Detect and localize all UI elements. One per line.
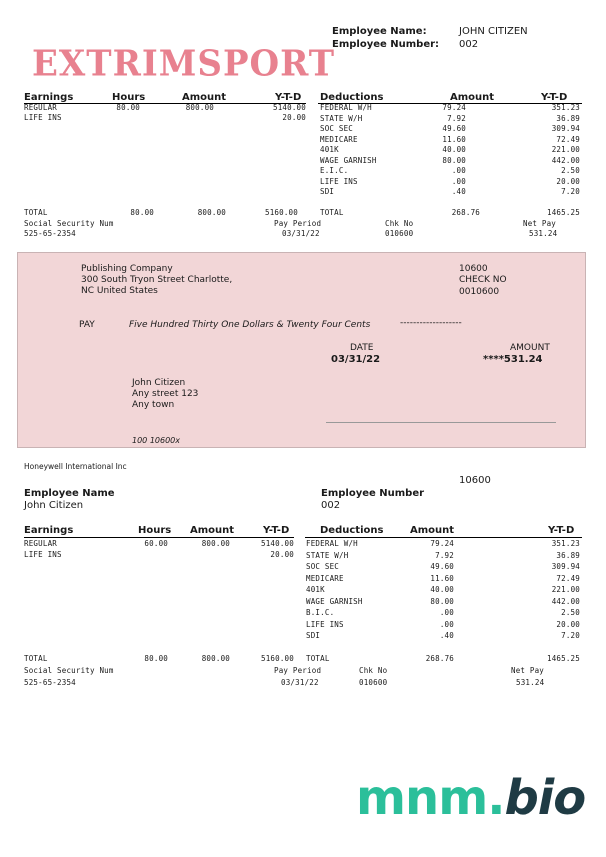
payee-street: Any street 123 — [132, 389, 199, 399]
deduction-ytd: 2.50 — [561, 608, 580, 617]
deduction-ytd: 442.00 — [551, 155, 580, 165]
earning-name: REGULAR — [24, 103, 58, 112]
pay-period-value: 03/31/22 — [282, 229, 320, 238]
pay-amount-words: Five Hundred Thirty One Dollars & Twenty Four Cents — [129, 320, 371, 330]
total-amount: 800.00 — [201, 654, 230, 663]
deduction-ytd: 309.94 — [551, 124, 580, 133]
check-no-label: CHECK NO — [459, 275, 507, 285]
deduction-amount: 49.60 — [430, 562, 454, 571]
ssn-label: Social Security Num — [24, 666, 114, 675]
deduction-amount: .40 — [439, 631, 454, 640]
date-value: 03/31/22 — [331, 354, 381, 365]
earnings-header: Earnings — [24, 92, 74, 103]
deduction-name: SDI — [306, 631, 321, 640]
deduction-name: FEDERAL W/H — [306, 539, 358, 548]
deduction-amount: .00 — [439, 608, 454, 617]
payer-address: 300 South Tryon Street Charlotte, — [81, 275, 233, 285]
watermark-part-2: bio — [504, 770, 586, 826]
ssn-value: 525-65-2354 — [24, 678, 76, 687]
deductions-total-amount: 268.76 — [425, 654, 454, 663]
deduction-ytd: 36.89 — [556, 113, 580, 123]
pay-line-dashes: ------------------- — [400, 318, 462, 328]
total-label: TOTAL — [24, 208, 48, 217]
deduction-name: 401K — [320, 145, 339, 154]
chk-no-label: Chk No — [385, 219, 414, 228]
employee-number-label: Employee Number: — [332, 39, 440, 50]
employee-number-value: 002 — [459, 39, 479, 50]
deduction-ytd: 2.50 — [561, 166, 580, 175]
ded-ytd-header: Y-T-D — [541, 92, 568, 103]
deduction-ytd: 20.00 — [556, 176, 580, 186]
earnings-rule-2 — [24, 537, 294, 538]
net-pay-label: Net Pay — [523, 219, 557, 228]
amount-header: Amount — [182, 92, 227, 103]
deduction-ytd: 7.20 — [561, 187, 580, 196]
earning-ytd: 20.00 — [282, 113, 306, 122]
earning-ytd: 5140.00 — [260, 539, 294, 548]
date-label: DATE — [350, 343, 374, 353]
deductions-total-ytd: 1465.25 — [546, 654, 580, 663]
deduction-amount: 40.00 — [430, 585, 454, 594]
deduction-name: WAGE GARNISH — [306, 596, 363, 606]
earning-name: LIFE INS — [24, 550, 62, 559]
deduction-name: SOC SEC — [320, 124, 354, 133]
deduction-amount: 11.60 — [442, 134, 466, 144]
earning-amount: 800.00 — [185, 103, 214, 112]
deduction-amount: 11.60 — [430, 573, 454, 583]
deduction-name: FEDERAL W/H — [320, 103, 372, 112]
amount-label: AMOUNT — [510, 343, 550, 353]
deduction-name: WAGE GARNISH — [320, 155, 377, 165]
total-ytd: 5160.00 — [260, 654, 294, 663]
deduction-ytd: 72.49 — [556, 573, 580, 583]
deduction-ytd: 20.00 — [556, 619, 580, 629]
check-no-value: 0010600 — [459, 287, 500, 297]
deduction-amount: 80.00 — [430, 596, 454, 606]
ssn-label: Social Security Num — [24, 219, 114, 228]
earning-name: REGULAR — [24, 539, 58, 548]
deduction-name: B.I.C. — [306, 608, 335, 617]
company-name: Honeywell International Inc — [24, 462, 127, 471]
net-pay-label: Net Pay — [511, 666, 545, 675]
total-amount: 800.00 — [197, 208, 226, 217]
deduction-amount: 49.60 — [442, 124, 466, 133]
payer-address-2: NC United States — [81, 286, 158, 296]
earning-ytd: 20.00 — [270, 550, 294, 559]
deduction-name: E.I.C. — [320, 166, 349, 175]
pay-period-label: Pay Period — [274, 666, 322, 675]
deductions-header: Deductions — [320, 92, 384, 103]
deduction-amount: .40 — [451, 187, 466, 196]
deductions-rule-2 — [305, 537, 582, 538]
deductions-total-label: TOTAL — [320, 208, 344, 217]
payee-name: John Citizen — [132, 378, 186, 388]
deduction-ytd: 351.23 — [551, 539, 580, 548]
total-hours: 80.00 — [130, 208, 154, 217]
deduction-name: MEDICARE — [320, 134, 358, 144]
ded-amount-header-2: Amount — [410, 525, 455, 536]
payer-name: Publishing Company — [81, 264, 173, 274]
hours-header: Hours — [112, 92, 146, 103]
ssn-value: 525-65-2354 — [24, 229, 76, 238]
deduction-amount: 80.00 — [442, 155, 466, 165]
deduction-name: SOC SEC — [306, 562, 340, 571]
chk-no-value: 010600 — [359, 678, 388, 687]
check-number-top: 10600 — [459, 264, 488, 274]
ded-ytd-header-2: Y-T-D — [548, 525, 575, 536]
deductions-header-2: Deductions — [320, 525, 384, 536]
deduction-amount: 40.00 — [442, 145, 466, 154]
deduction-ytd: 221.00 — [551, 145, 580, 154]
deduction-ytd: 309.94 — [551, 562, 580, 571]
micr-line: 100 10600x — [132, 436, 180, 445]
earning-amount: 800.00 — [201, 539, 230, 548]
deduction-name: STATE W/H — [320, 113, 363, 123]
earning-name: LIFE INS — [24, 113, 62, 122]
signature-line — [326, 422, 556, 423]
ytd-header: Y-T-D — [275, 92, 302, 103]
deduction-amount: 79.24 — [430, 539, 454, 548]
deduction-amount: 7.92 — [447, 113, 466, 123]
deduction-amount: 79.24 — [442, 103, 466, 112]
deduction-ytd: 72.49 — [556, 134, 580, 144]
deduction-ytd: 7.20 — [561, 631, 580, 640]
deduction-name: 401K — [306, 585, 325, 594]
earnings-header-2: Earnings — [24, 525, 74, 536]
net-pay-value: 531.24 — [529, 229, 558, 238]
company-logo: EXTRIMSPORT — [32, 43, 336, 85]
earning-hours: 60.00 — [144, 539, 168, 548]
deduction-ytd: 36.89 — [556, 550, 580, 560]
deductions-total-ytd: 1465.25 — [546, 208, 580, 217]
net-pay-value: 531.24 — [516, 678, 545, 687]
total-ytd: 5160.00 — [264, 208, 298, 217]
amount-header-2: Amount — [190, 525, 235, 536]
employee-number-value-2: 002 — [321, 500, 341, 511]
ded-amount-header: Amount — [450, 92, 495, 103]
pay-period-value: 03/31/22 — [281, 678, 319, 687]
payee-town: Any town — [132, 400, 175, 410]
deductions-total-label: TOTAL — [306, 654, 330, 663]
deduction-name: MEDICARE — [306, 573, 344, 583]
employee-number-label-2: Employee Number — [321, 488, 425, 499]
hours-header-2: Hours — [138, 525, 172, 536]
deduction-amount: .00 — [439, 619, 454, 629]
deduction-name: LIFE INS — [306, 619, 344, 629]
chk-no-value: 010600 — [385, 229, 414, 238]
ytd-header-2: Y-T-D — [263, 525, 290, 536]
deduction-name: SDI — [320, 187, 335, 196]
amount-value: ****531.24 — [483, 354, 543, 365]
deduction-name: STATE W/H — [306, 550, 349, 560]
deduction-amount: .00 — [451, 166, 466, 175]
watermark-logo — [356, 770, 585, 826]
total-label: TOTAL — [24, 654, 48, 663]
pay-label: PAY — [79, 320, 95, 330]
pay-period-label: Pay Period — [274, 219, 322, 228]
deductions-total-amount: 268.76 — [451, 208, 480, 217]
second-check-number: 10600 — [459, 475, 491, 486]
earning-hours: 80.00 — [116, 103, 140, 112]
deduction-amount: .00 — [451, 176, 466, 186]
deduction-name: LIFE INS — [320, 176, 358, 186]
employee-name-value: JOHN CITIZEN — [459, 26, 528, 37]
employee-name-label-2: Employee Name — [24, 488, 115, 499]
deduction-amount: 7.92 — [435, 550, 454, 560]
chk-no-label: Chk No — [359, 666, 388, 675]
employee-name-label: Employee Name: — [332, 26, 427, 37]
total-hours: 80.00 — [144, 654, 168, 663]
deduction-ytd: 442.00 — [551, 596, 580, 606]
deduction-ytd: 221.00 — [551, 585, 580, 594]
employee-name-value-2: John Citizen — [24, 500, 84, 511]
deduction-ytd: 351.23 — [551, 103, 580, 112]
watermark-part-1: mnm. — [356, 770, 505, 826]
earning-ytd: 5140.00 — [272, 103, 306, 112]
